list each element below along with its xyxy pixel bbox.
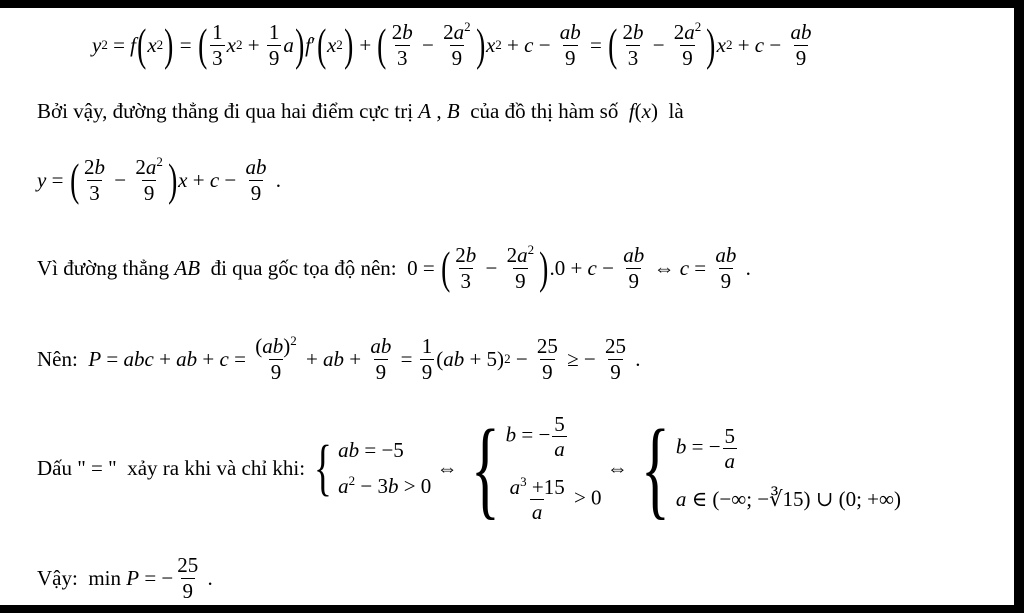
equation-y2: y 2 = f ( x 2 ) = ( $\frac{1}{3}$ x 2 + $\frac{1}{9}$ a ) f ′ ( x 2 ) + ( $\frac{2b}{3}$ − $\frac{2a^2}{9}$ ) x 2 + c − $\frac{ab}{9}$ = ( $\frac{2b}{3}$ − $\frac{2a^2}{9}$ ) x 2 + c − $\frac{ab}{9}$ [92,19,812,70]
sentence-through-origin: Vì đường thẳng AB đi qua gốc tọa độ nên: 0 = ( $\frac{2b}{3}$ − $\frac{2a^2}{9}$ ) .0 + c − $\frac{ab}{9}$ ⇔ c = $\frac{ab}{9}$ . [37,242,751,293]
sentence-conclusion: Vậy: min P = − $\frac{25}{9}$ . [37,553,213,603]
sentence-P-expression: Nên: P = abc + ab + c = $\frac{(ab)^2}{9}$ + ab + $\frac{ab}{9}$ = $\frac{1}{9}$ ( ab + 5) 2 − $\frac{25}{9}$ ≥ − $\frac{25}{9}$ . [37,333,641,384]
sentence-line-through-extrema: Bởi vậy, đường thẳng đi qua hai điểm cực trị A , B của đồ thị hàm số f ( x ) là [37,98,684,123]
sentence-equality-condition: Dấu " = " xảy ra khi và chỉ khi: { ab = −5 $a^2 - 3b > 0$ ⇔ { b = − $\frac{5}{a}$ $\frac{a^3 +15}{a}$ > 0 ⇔ { b = − $\frac{5}{a}$ a ∈ (−∞; −∛15) ∪ (0; +∞) [37,407,901,529]
document-page [0,8,1014,605]
equation-line-y: y = ( $\frac{2b}{3}$ − $\frac{2a^2}{9}$ ) x + c − $\frac{ab}{9}$ . [37,154,282,205]
